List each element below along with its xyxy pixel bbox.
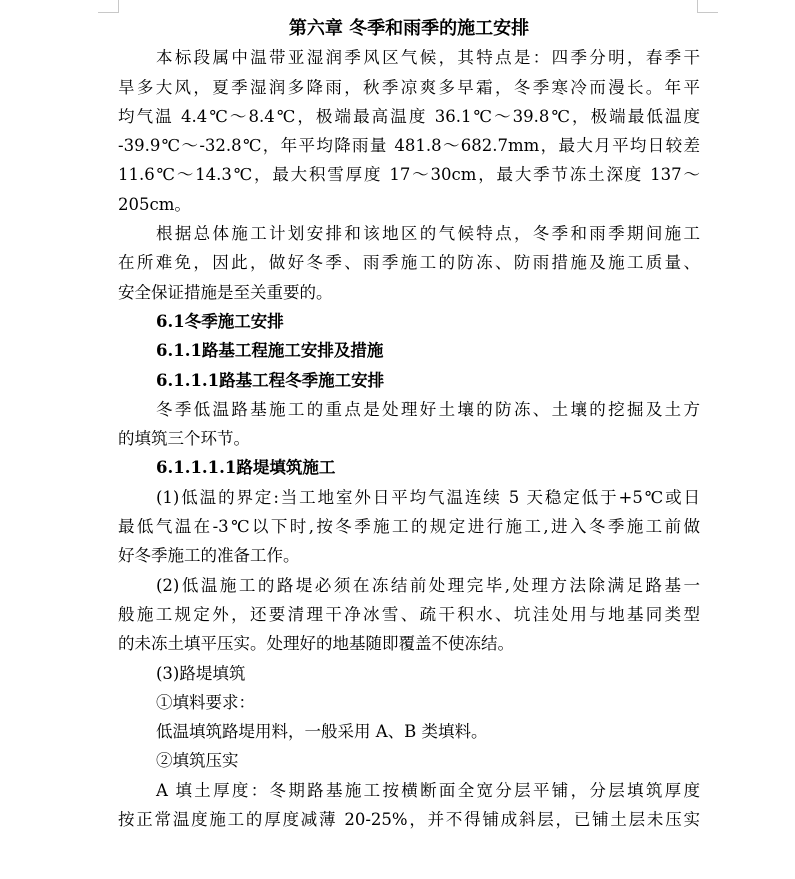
paragraph-line: 安全保证措施是至关重要的。	[118, 282, 333, 302]
paragraph-line: (2)低温施工的路堤必须在冻结前处理完毕,处理方法除满足路基一	[156, 575, 700, 595]
paragraph-line: 般施工规定外，还要清理干净冰雪、疏干积水、坑洼处用与地基同类型	[118, 604, 700, 624]
paragraph-line: 按正常温度施工的厚度减薄 20-25%，并不得铺成斜层，已铺土层未压实	[118, 810, 700, 830]
paragraph-line: -39.9℃～-32.8℃，年平均降雨量 481.8～682.7mm，最大月平均日较差	[118, 136, 700, 156]
paragraph-line: 205cm。	[118, 194, 191, 214]
paragraph-line: 的未冻土填平压实。处理好的地基随即覆盖不使冻结。	[118, 634, 514, 654]
paragraph-line: 本标段属中温带亚湿润季风区气候，其特点是：四季分明，春季干	[156, 48, 700, 68]
list-item-3: (3)路堤填筑	[156, 663, 246, 683]
paragraph-line: 冬季低温路基施工的重点是处理好土壤的防冻、土壤的挖掘及土方	[156, 399, 700, 419]
paragraph-line: 最低气温在-3℃以下时,按冬季施工的规定进行施工,进入冬季施工前做	[118, 517, 700, 537]
margin-mark-top-right	[697, 0, 718, 13]
paragraph-line: 旱多大风，夏季湿润多降雨，秋季凉爽多早霜，冬季寒冷而漫长。年平	[118, 77, 700, 97]
paragraph-line: 根据总体施工计划安排和该地区的气候特点，冬季和雨季期间施工	[156, 224, 700, 244]
section-heading-6-1-1-1: 6.1.1.1路基工程冬季施工安排	[156, 370, 385, 390]
paragraph-line: A 填土厚度：冬期路基施工按横断面全宽分层平铺，分层填筑厚度	[156, 780, 700, 800]
sub-item-1: ①填料要求：	[156, 692, 255, 712]
sub-item-2: ②填筑压实	[156, 751, 239, 771]
sub-item-1-text: 低温填筑路堤用料，一般采用 A、B 类填料。	[156, 722, 488, 742]
document-body	[118, 14, 700, 834]
paragraph-line: 好冬季施工的准备工作。	[118, 546, 300, 566]
paragraph-line: 的填筑三个环节。	[118, 429, 250, 449]
paragraph-line: 11.6℃～14.3℃，最大积雪厚度 17～30cm，最大季节冻土深度 137～	[118, 165, 700, 185]
paragraph-line: 均气温 4.4℃～8.4℃，极端最高温度 36.1℃～39.8℃，极端最低温度	[118, 106, 700, 126]
section-heading-6-1-1-1-1: 6.1.1.1.1路堤填筑施工	[156, 458, 336, 478]
margin-mark-top-left	[98, 0, 119, 13]
paragraph-line: 在所难免，因此，做好冬季、雨季施工的防冻、防雨措施及施工质量、	[118, 253, 700, 273]
chapter-title: 第六章 冬季和雨季的施工安排	[288, 18, 530, 39]
section-heading-6-1-1: 6.1.1路基工程施工安排及措施	[156, 341, 384, 361]
paragraph-line: (1)低温的界定:当工地室外日平均气温连续 5 天稳定低于+5℃或日	[156, 487, 700, 507]
section-heading-6-1: 6.1冬季施工安排	[156, 311, 284, 331]
